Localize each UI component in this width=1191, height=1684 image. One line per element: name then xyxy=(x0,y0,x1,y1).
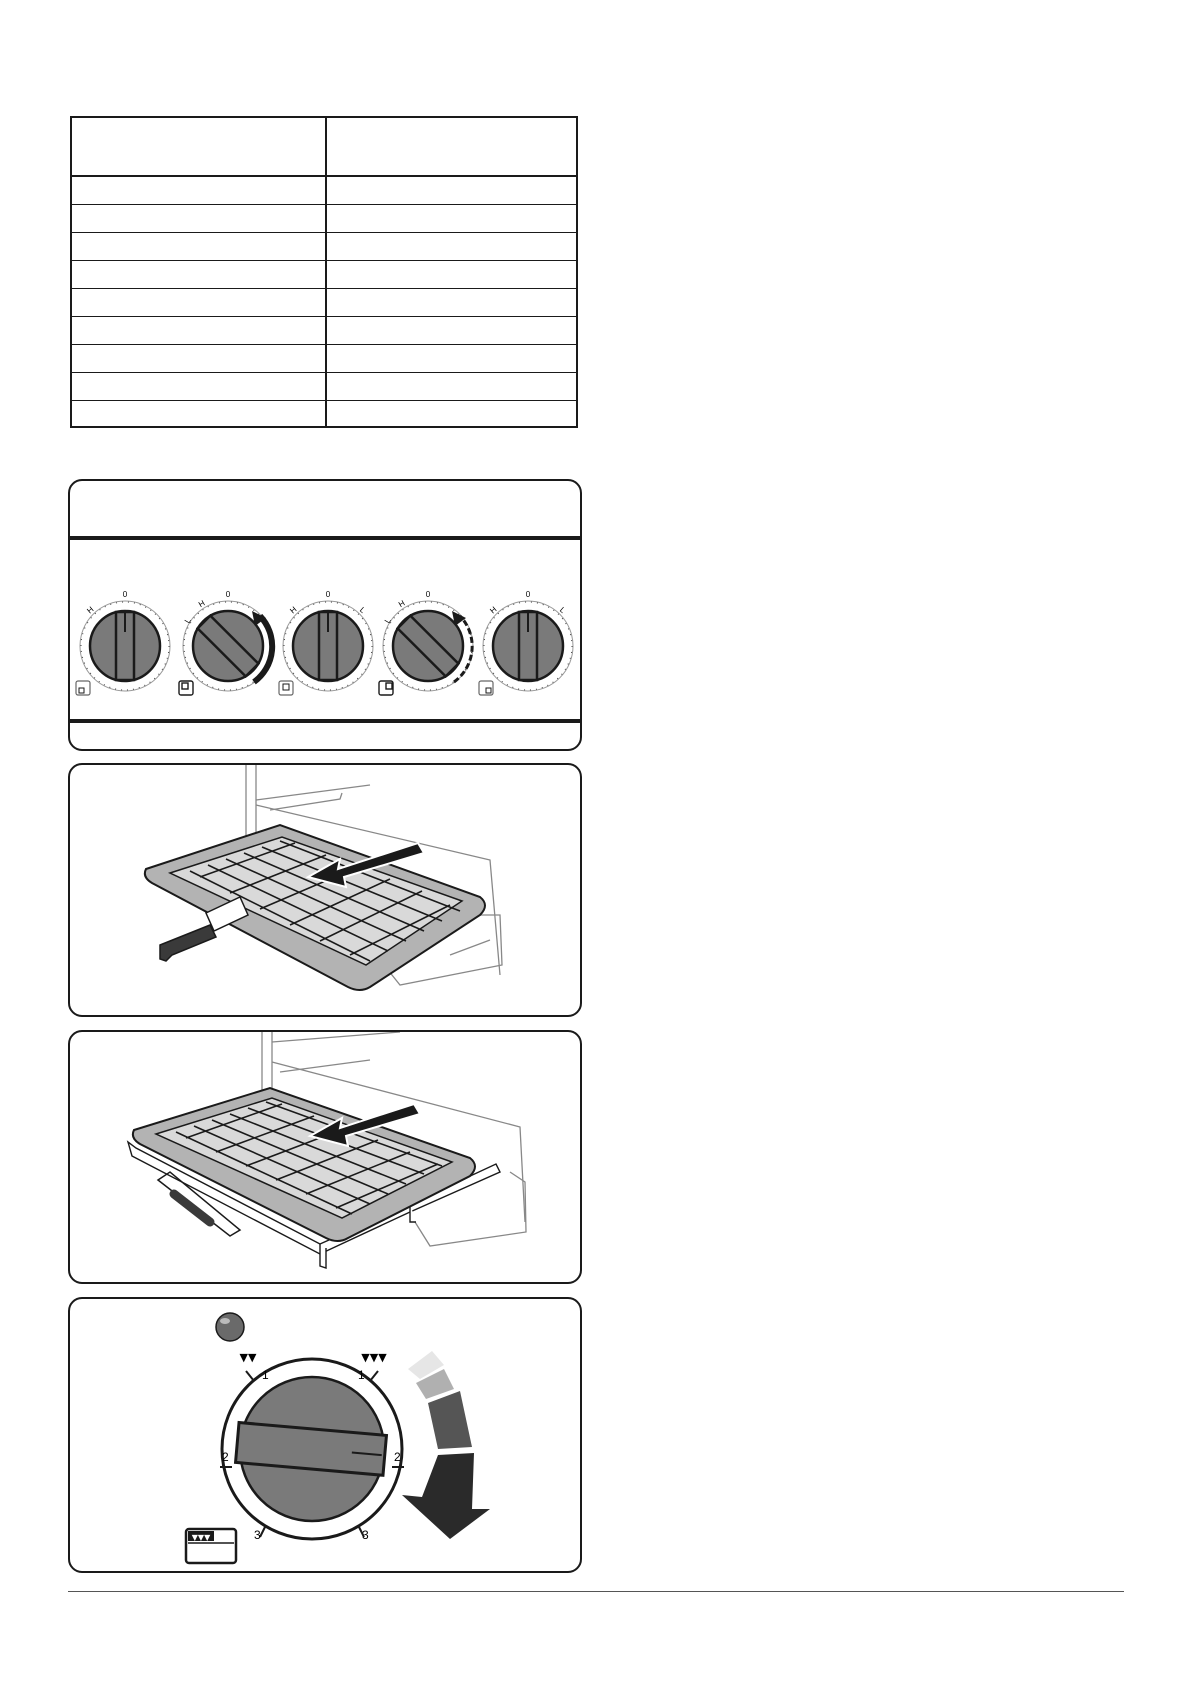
knob-tick-label: 0 xyxy=(325,590,331,599)
high-power-symbol: ▼▼▼ xyxy=(361,1351,387,1364)
hob-knob xyxy=(279,590,373,695)
knob-tick-label: 0 xyxy=(122,590,128,599)
dial-mark: 3 xyxy=(362,1528,369,1542)
hob-controls-illustration xyxy=(68,479,582,751)
footer-rule xyxy=(68,1591,1124,1592)
dial-mark: 1 xyxy=(262,1368,269,1382)
table-row xyxy=(72,372,576,373)
dial-mark: 1 xyxy=(358,1368,365,1382)
hob-knob xyxy=(479,590,573,695)
table-row xyxy=(72,204,576,205)
hob-centre-icon xyxy=(279,681,293,695)
table-row xyxy=(72,288,576,289)
knob-tick-label: H xyxy=(288,604,299,616)
table-row xyxy=(72,400,576,401)
table-header-divider xyxy=(72,175,576,177)
grill-control-illustration xyxy=(68,1297,582,1573)
indicator-light xyxy=(216,1313,244,1341)
table-row xyxy=(72,232,576,233)
knob-tick-label: H xyxy=(488,604,499,616)
knob-tick-label: 0 xyxy=(525,590,531,599)
grill-dial xyxy=(220,1359,404,1542)
table-column-divider xyxy=(325,118,327,426)
data-table xyxy=(70,116,578,428)
hob-knob xyxy=(179,590,273,695)
hob-rear-left-icon xyxy=(76,681,90,695)
svg-text:▼▼▼: ▼▼▼ xyxy=(191,1533,211,1542)
dial-mark: 2 xyxy=(394,1450,401,1464)
grill-pan xyxy=(133,1088,475,1241)
knob-tick-label: H xyxy=(85,604,96,616)
knob-tick-label: 0 xyxy=(225,590,231,599)
knob-tick-label: 0 xyxy=(425,590,431,599)
hob-front-left-icon xyxy=(179,681,193,695)
knob-tick-label: L xyxy=(182,616,193,625)
hob-rear-right-icon xyxy=(479,681,493,695)
power-scale-icon xyxy=(402,1351,490,1539)
turn-clockwise-arrow-icon xyxy=(402,1453,490,1539)
grill-symbol-icon xyxy=(186,1529,236,1563)
knob-tick-label: L xyxy=(382,616,393,625)
dial-mark: 3 xyxy=(254,1528,261,1542)
knob-tick-label: H xyxy=(396,598,407,610)
grill-pan-runners-illustration xyxy=(68,1030,582,1284)
grill-pan-removal-illustration xyxy=(68,763,582,1017)
dial-mark: 2 xyxy=(222,1450,229,1464)
table-row xyxy=(72,260,576,261)
knob-tick-label: H xyxy=(196,598,207,610)
table-row xyxy=(72,344,576,345)
hob-knob xyxy=(379,590,473,695)
knob-tick-label: L xyxy=(358,605,368,615)
hob-front-right-icon xyxy=(379,681,393,695)
knob-tick-label: L xyxy=(558,605,568,615)
table-row xyxy=(72,316,576,317)
low-power-symbol: ▼▼ xyxy=(239,1351,257,1364)
grill-pan xyxy=(145,825,485,990)
hob-knob xyxy=(76,590,170,695)
